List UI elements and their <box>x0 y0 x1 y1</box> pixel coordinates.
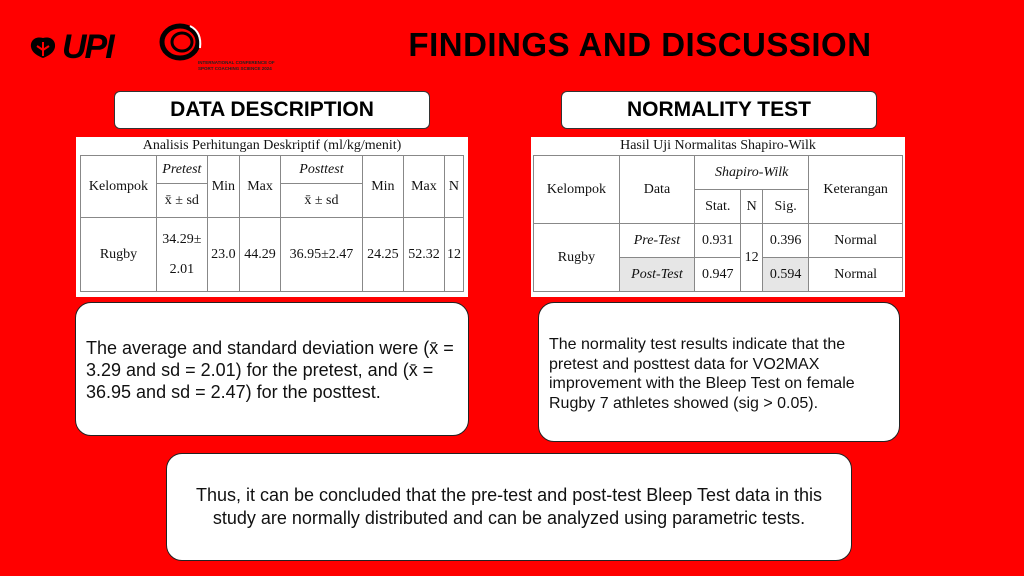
col-max2: Max <box>403 156 444 218</box>
normality-test-text: The normality test results indicate that the pretest and posttest data for VO2MAX improvement with the Bleep Test on female Rugby 7 athletes showed (sig > 0.05). <box>538 302 900 442</box>
cell-max: 44.29 <box>239 218 280 292</box>
normality-table-caption: Hasil Uji Normalitas Shapiro-Wilk <box>620 138 816 153</box>
data-description-text: The average and standard deviation were (x̄ = 3.29 and sd = 2.01) for the pretest, and (x̄ = 36.95 and sd = 2.47) for the posttest. <box>75 302 469 436</box>
cell-n: 12 <box>741 224 762 292</box>
col-data: Data <box>619 156 694 224</box>
col-pretest: Pretest <box>156 156 207 184</box>
cell-stat: 0.947 <box>695 258 741 292</box>
normality-test-heading: NORMALITY TEST <box>561 91 877 129</box>
normality-table-image <box>531 137 905 297</box>
normality-table <box>533 155 903 292</box>
cell-sig: 0.396 <box>762 224 808 258</box>
col-kelompok: Kelompok <box>534 156 620 224</box>
cell-min2: 24.25 <box>362 218 403 292</box>
col-min: Min <box>207 156 239 218</box>
descriptive-table <box>80 155 464 292</box>
col-min2: Min <box>362 156 403 218</box>
cell-posttest: 36.95±2.47 <box>281 218 363 292</box>
descriptive-table-image <box>76 137 468 297</box>
data-description-heading: DATA DESCRIPTION <box>114 91 430 129</box>
col-kelompok: Kelompok <box>81 156 157 218</box>
conference-logo-text: INTERNATIONAL CONFERENCE OF SPORT COACHING SCIENCE 2024 <box>198 60 275 71</box>
cell-kelompok: Rugby <box>534 224 620 292</box>
col-posttest-sub: x̄ ± sd <box>281 184 363 218</box>
cell-n: 12 <box>444 218 463 292</box>
upi-logo <box>28 28 113 67</box>
cell-pretest-mean: 34.29± <box>162 231 202 247</box>
table-row <box>81 218 464 292</box>
col-n: N <box>741 190 762 224</box>
cell-stat: 0.931 <box>695 224 741 258</box>
col-keterangan: Keterangan <box>809 156 903 224</box>
col-posttest: Posttest <box>281 156 363 184</box>
cell-sig: 0.594 <box>762 258 808 292</box>
cell-min: 23.0 <box>207 218 239 292</box>
col-stat: Stat. <box>695 190 741 224</box>
cell-pretest <box>156 218 207 292</box>
page-title: FINDINGS AND DISCUSSION <box>408 26 872 63</box>
cell-kelompok: Rugby <box>81 218 157 292</box>
upi-emblem-icon <box>28 34 58 62</box>
descriptive-table-caption: Analisis Perhitungan Deskriptif (ml/kg/menit) <box>142 138 402 153</box>
col-n: N <box>444 156 463 218</box>
conclusion-text: Thus, it can be concluded that the pre-test and post-test Bleep Test data in this study are normally distributed and can be analyzed using parametric tests. <box>166 453 852 561</box>
table-row <box>534 224 903 258</box>
conference-logo <box>156 20 288 71</box>
col-pretest-sub: x̄ ± sd <box>156 184 207 218</box>
cell-ket: Normal <box>809 258 903 292</box>
cell-pretest-sd: 2.01 <box>169 261 195 277</box>
upi-logo-text: UPI <box>62 28 113 66</box>
col-shapiro-wilk: Shapiro-Wilk <box>695 156 809 190</box>
cell-data: Post-Test <box>619 258 694 292</box>
col-max: Max <box>239 156 280 218</box>
col-sig: Sig. <box>762 190 808 224</box>
cell-max2: 52.32 <box>403 218 444 292</box>
cell-ket: Normal <box>809 224 903 258</box>
cell-data: Pre-Test <box>619 224 694 258</box>
